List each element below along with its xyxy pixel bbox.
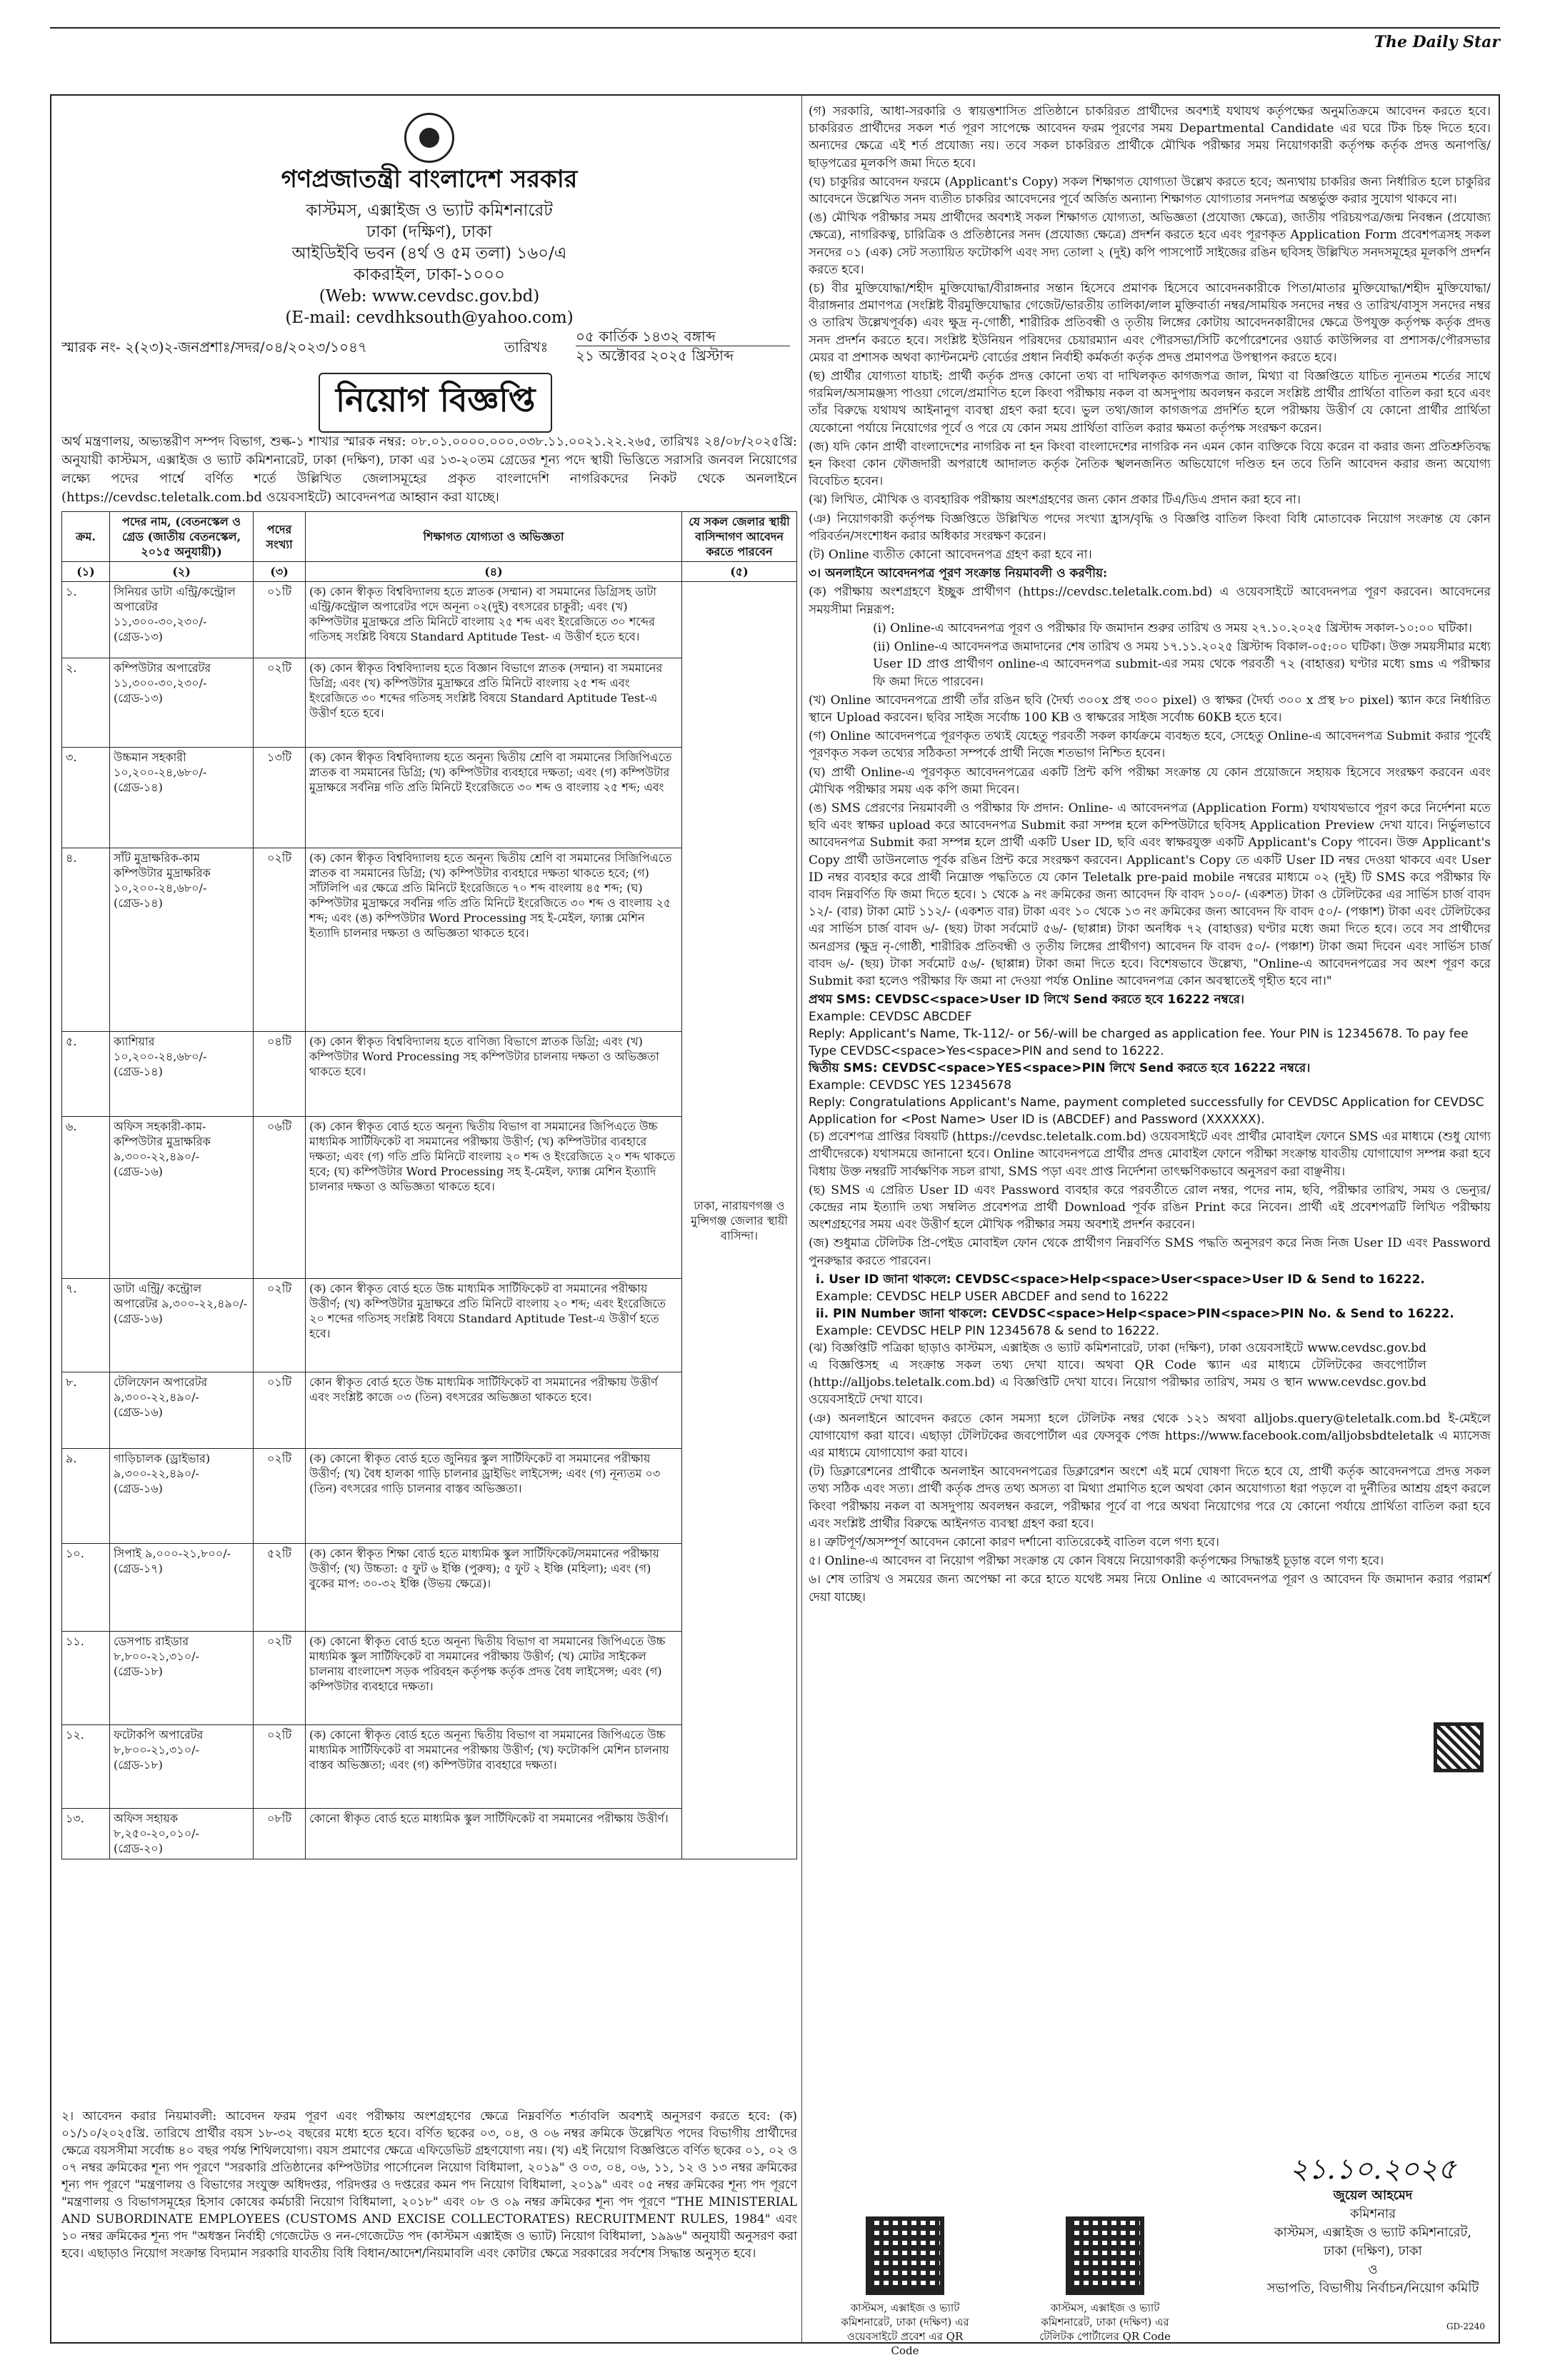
colnum: (৫) [682,562,797,582]
application-rules-note: ২। আবেদন করার নিয়মাবলী: আবেদন ফরম পূরণ এবং পরীক্ষায় অংশগ্রহণের ক্ষেত্রে নিম্নবর্ণিত শর্তাবলি অবশ্যই অনুসরণ করতে হবে: (ক) ০১/১০/২০২৫খ্রি. তারিখে প্রার্থীর বয়স ১৮-৩২ বছরের মধ্যে হতে হবে। বর্ণিত ছকের ০৩, ০৪, ও ০৬ নম্বর ক্রমিকে উল্লেখিত পদের বিভাগীয় প্রার্থীদের ক্ষেত্রে বয়সসীমা সর্বোচ্চ ৪০ বছর পর্যন্ত শিথিলযোগ্য। বয়স প্রমাণের ক্ষেত্রে এফিডেভিট গ্রহণযোগ্য নয়। (খ) এই নিয়োগ বিজ্ঞপ্তিতে বর্ণিত ছকের ০১, ০২ ও ০৭ নম্বর ক্রমিকের শূন্য পদ পূরণে "সরকারি প্রতিষ্ঠানের কম্পিউটার পার্সোনেল নিয়োগ বিধিমালা, ২০১৯" ও ০৩, ০৪, ০৬, ১১, ১২ ও ১৩ নম্বর ক্রমিকের শূন্য পদ পূরণে "মন্ত্রণালয় ও বিভাগের সংযুক্ত অধিদপ্তর, পরিদপ্তর ও দপ্তরের কমন পদ নিয়োগ বিধিমালা, ২০১৯" এবং ০৫ নম্বর ক্রমিকের শূন্য পদ পূরণে "মন্ত্রণালয় ও বিভাগসমূহের হিসাব কোষের কর্মচারী নিয়োগ বিধিমালা, ২০১৮" এবং ০৮ ও ০৯ নম্বর ক্রমিকের শূন্য পদ পূরণে "THE MINISTERIAL AND SUBORDINATE EMPLOYEES (CUSTOMS AND EXCISE COLLECTORATES) RECRUITMENT RULES, 1984" এবং ১০ নম্বর ক্রমিকের শূন্য পদ "অধস্তন নির্বাহী গেজেটেড ও নন-গেজেটেড পদ (কাস্টমস এক্সাইজ ও ভ্যাট) নিয়োগ বিধিমালা, ১৯৯৬" অনুযায়ী অনুসরণ করা হবে। এছাড়াও নিয়োগ সংক্রান্ত বিদ্যমান সরকারি যাবতীয় বিধি বিধান/আদেশ/নিয়মাবলি এবং কোটার ক্ষেত্রে সরকারের সর্বশেষ সিদ্ধান্ত অনুসৃত হবে। [61,2109,797,2261]
col-eligible: যে সকল জেলার স্থায়ী বাসিন্দাগণ আবেদন করতে পারবেন [682,512,797,562]
signatory-name: জুয়েল আহমেদ [1333,2188,1413,2203]
cell-post: সিপাই ৯,০০০-২১,৮০০/- (গ্রেড-১৭) [110,1544,254,1632]
signatory-role: সভাপতি, বিভাগীয় নির্বাচন/নিয়োগ কমিটি [1266,2281,1479,2296]
newspaper-brand: The Daily Star [1374,33,1500,51]
cell-count: ০২টি [254,1725,306,1809]
col-count: পদের সংখ্যা [254,512,306,562]
help-user-id-example: Example: CEVDSC HELP USER ABCDEF and send to 16222 [816,1289,1169,1304]
cell-count: ০২টি [254,848,306,1032]
rule-paragraph: (ঙ) SMS প্রেরণের নিয়মাবলী ও পরীক্ষার ফি প্রদান: Online- এ আবেদনপত্র (Application Form) যথাযথভাবে পূরণ করে নির্দেশনা মতে ছবি এবং স্বাক্ষর upload করে আবেদনপত্র Submit করা সম্পন্ন হলে কম্পিউটারে ছবিসহ Application Preview দেখা যাবে। নির্ভুলভাবে আবেদনপত্র Submit করা সম্পন্ন হলে প্রার্থী একটি User ID, ছবি এবং স্বাক্ষরযুক্ত একটি Applicant's Copy পাবেন। উক্ত Applicant's Copy প্রার্থী ডাউনলোড পূর্বক রঙিন প্রিন্ট করে সংরক্ষণ করবেন। Applicant's Copy তে একটি User ID নম্বর দেওয়া থাকবে এবং User ID নম্বর ব্যবহার করে প্রার্থী নিম্নোক্ত পদ্ধতিতে যে কোন Teletalk pre-paid mobile নম্বরের মাধ্যমে ০২ (দুই) টি SMS করে পরীক্ষার ফি বাবদ নিম্নবর্ণিত ফি জমা দিতে হবে। ১ থেকে ৯ নং ক্রমিকের জন্য আবেদন ফি বাবদ ১০০/- (একশত) টাকা ও টেলিটকের এর সার্ভিস চার্জ বাবদ ১২/- (বার) টাকা মোট ১১২/- (একশত বার) টাকা এবং ১০ থেকে ১৩ নং ক্রমিকের জন্য আবেদন ফি বাবদ ৫০/- (পঞ্চাশ) টাকা এবং টেলিটকের এর সার্ভিস চার্জ বাবদ ৬/- (ছয়) টাকা সর্বমোট ৫৬/- (ছাপ্পান্ন) টাকা অনধিক ৭২ (বাহাত্তর) ঘণ্টার মধ্যে জমা দিতে হবে। তবে সব প্রার্থীদের অনগ্রসর (ক্ষুদ্র নৃ-গোষ্ঠী, শারীরিক প্রতিবন্ধী ও তৃতীয় লিঙ্গের প্রার্থীগণ) আবেদন ফি বাবদ ৫০/- (পঞ্চাশ) টাকা জমা দিবেন এবং সার্ভিস চার্জ বাবদ ৬/- (ছয়) টাকা সর্বমোট ৫৬/- (ছাপ্পান্ন) টাকা জমা দিতে হবে। বিশেষভাবে উল্লেখ্য, "Online-এ আবেদনপত্রের সব অংশ পূরণ করে Submit করা হলেও পরীক্ষার ফি জমা না দেওয়া পর্যন্ত Online আবেদনপত্র কোন অবস্থাতেই গৃহীত হবে না।" [809,800,1491,988]
cell-qualification: (ক) কোন স্বীকৃত শিক্ষা বোর্ড হতে মাধ্যমিক স্কুল সার্টিফিকেট/সমমানের পরীক্ষায় উত্তীর্ণ; (খ) উচ্চতা: ৫ ফুট ৬ ইঞ্চি (পুরুষ); ৫ ফুট ২ ইঞ্চি (মহিলা); এবং (গ) বুকের মাপ: ৩০-৩২ ইঞ্চি (উভয় ক্ষেত্রে)। [306,1544,682,1632]
schedule-end: (ii) Online-এ আবেদনপত্র জমাদানের শেষ তারিখ ও সময় ১৭.১১.২০২৫ খ্রিস্টাব্দ বিকাল-০৫:০০ ঘটিকা। উক্ত সময়সীমার মধ্যে User ID প্রাপ্ত প্রার্থীগণ online-এ আবেদনপত্র submit-এর সময় থেকে পরবর্তী ৭২ (বাহাত্তর) ঘণ্টার মধ্যে sms এ পরীক্ষার ফি জমা দিতে পারবেন। [873,640,1491,689]
rule-paragraph: (জ) যদি কোন প্রার্থী বাংলাদেশের নাগরিক না হন কিংবা বাংলাদেশের নাগরিক নন এমন কোন ব্যক্তিকে বিয়ে করেন বা করার জন্য প্রতিশ্রুতিবদ্ধ হন কিংবা কোন ফৌজদারী অপরাধে আদালত কর্তৃক নৈতিক স্খলনজনিত অভিযোগে দণ্ডিত হন তবে তিনি আবেদন করার জন্য অযোগ্য বিবেচিত হবেন। [809,439,1491,489]
office-name: কাস্টমস, এক্সাইজ ও ভ্যাট কমিশনারেট [306,201,553,220]
help-user-id: i. User ID জানা থাকলে: CEVDSC<space>Help<space>User<space>User ID & Send to 16222. [816,1272,1425,1287]
intro-paragraph: অর্থ মন্ত্রণালয়, অভ্যন্তরীণ সম্পদ বিভাগ, শুল্ক-১ শাখার স্মারক নম্বর: ০৮.০১.০০০০.০০০.০৩৮.১১.০০২১.২২.২৬৫, তারিখঃ ২৪/০৮/২০২৫খ্রি: অনুযায়ী কাস্টমস, এক্সাইজ ও ভ্যাট কমিশনারেট, ঢাকা (দক্ষিণ), ঢাকা এর ১৩-২০তম গ্রেডের শূন্য পদে স্থায়ী ভিত্তিতে সরাসরি জনবল নিয়োগের লক্ষ্যে পদের পার্শ্বে বর্ণিত শর্তে উল্লিখিত জেলাসমূহের প্রকৃত বাংলাদেশি নাগরিকদের নিকট থেকে অনলাইনে (https://cevdsc.teletalk.com.bd ওয়েবসাইটে) আবেদনপত্র আহ্বান করা যাচ্ছে। [61,434,797,505]
rule-paragraph: ৬। শেষ তারিখ ও সময়ের জন্য অপেক্ষা না করে হাতে যথেষ্ট সময় নিয়ে Online এ আবেদনপত্র পূরণ ও আবেদন ফি জমাদান করার পরামর্শ দেয়া যাচ্ছে। [809,1572,1491,1605]
cell-qualification: কোন স্বীকৃত বোর্ড হতে উচ্চ মাধ্যমিক সার্টিফিকেট বা সমমানের পরীক্ষায় উত্তীর্ণ এবং সংশ্লিষ্ট কাজে ০৩ (তিন) বৎসরের অভিজ্ঞতা থাকতে হবে। [306,1372,682,1449]
office-city: ঢাকা (দক্ষিণ), ঢাকা [366,223,492,241]
signature-mark: ২১.১০.২০২৫ [1289,2153,1456,2186]
right-column [809,103,1491,2357]
left-column [61,103,797,2334]
cell-serial: ১০. [62,1544,110,1632]
signature-block [1266,2152,1480,2298]
cell-serial: ১৩. [62,1809,110,1859]
cell-serial: ২. [62,658,110,748]
office-area: কাকরাইল, ঢাকা-১০০০ [354,266,505,284]
schedule-start: (i) Online-এ আবেদনপত্র পূরণ ও পরীক্ষার ফি জমাদান শুরুর তারিখ ও সময় ২৭.১০.২০২৫ খ্রিস্টাব্দ সকাল-১০:০০ ঘটিকা। [873,621,1472,636]
cell-count: ০১টি [254,1372,306,1449]
sms2-example: Example: CEVDSC YES 12345678 [809,1078,1012,1093]
rule-paragraph: ৪। ত্রুটিপূর্ণ/অসম্পূর্ণ আবেদন কোনো কারণ দর্শানো ব্যতিরেকেই বাতিল বলে গণ্য হবে। [809,1535,1219,1550]
cell-post: অফিস সহায়ক ৮,২৫০-২০,০১০/- (গ্রেড-২০) [110,1809,254,1859]
rule-paragraph: (ছ) প্রার্থীর যোগ্যতা যাচাই: প্রার্থী কর্তৃক প্রদত্ত কোনো তথ্য বা দাখিলকৃত কাগজপত্র জাল, মিথ্যা বা বিজ্ঞপ্তিতে যাচিত ন্যূনতম শর্তের সাথে গরমিল/অসামঞ্জস্য পাওয়া গেলে/প্রমাণিত হলে কিংবা পরীক্ষায় নকল বা অসদুপায় অবলম্বন করলে সংশ্লিষ্ট প্রার্থীর প্রার্থিতা বাতিল করা হবে এবং তাঁর বিরুদ্ধে যথাযথ আইনানুগ ব্যবস্থা গ্রহণ করা হবে। ভুল তথ্য/জাল কাগজপত্র প্রদর্শিত হলে পরীক্ষায় উত্তীর্ণ যে কোনো প্রার্থীর প্রার্থিতা যেকোনো পর্যায়ে নিয়োগের পূর্বে ও পরে যে কোন সময় প্রার্থিতা বাতিল করার ক্ষমতা কর্তৃপক্ষ সংরক্ষণ করেন। [809,369,1491,436]
cell-post: অফিস সহকারী-কাম-কম্পিউটার মুদ্রাক্ষরিক ৯,৩০০-২২,৪৯০/- (গ্রেড-১৬) [110,1117,254,1279]
rule-paragraph: (ঝ) লিখিত, মৌখিক ও ব্যবহারিক পরীক্ষায় অংশগ্রহণের জন্য কোন প্রকার টিএ/ডিএ প্রদান করা হবে না। [809,493,1301,508]
cell-serial: ৩. [62,748,110,848]
cell-qualification: (ক) কোন স্বীকৃত বিশ্ববিদ্যালয় হতে স্নাতক (সম্মান) বা সমমানের ডিগ্রিসহ ডাটা এন্ট্রি/কন্ট্রোল অপারেটর পদে অনূন্য ০২(দুই) বৎসরের চাকুরী; এবং (খ) কম্পিউটার মুদ্রাক্ষরে প্রতি মিনিটে বাংলায় ২৫ শব্দ এবং ইংরেজিতে ৩০ শব্দের গতিসহ সংশ্লিষ্ট বিষয়ে Standard Aptitude Test- এ উত্তীর্ণ হতে হবে। [306,582,682,658]
column-divider [801,96,802,2342]
cell-count: ০২টি [254,1449,306,1544]
cell-post: ফটোকপি অপারেটর ৮,৮০০-২১,৩১০/- (গ্রেড-১৮) [110,1725,254,1809]
cell-qualification: (ক) কোন স্বীকৃত বিশ্ববিদ্যালয় হতে বাণিজ্য বিভাগে স্নাতক ডিগ্রি; এবং (খ) কম্পিউটার Word Processing সহ কম্পিউটার চালনায় দক্ষতা ও অভিজ্ঞতা থাকতে হবে। [306,1032,682,1117]
cell-post: টেলিফোন অপারেটর ৯,৩০০-২২,৪৯০/- (গ্রেড-১৬) [110,1372,254,1449]
rule-paragraph: (ঙ) মৌখিক পরীক্ষার সময় প্রার্থীদের অবশ্যই সকল শিক্ষাগত যোগ্যতা, অভিজ্ঞতা (প্রযোজ্য ক্ষেত্রে), জাতীয় পরিচয়পত্র/জন্ম নিবন্ধন (প্রযোজ্য ক্ষেত্রে), নাগরিকত্ব, চারিত্রিক ও প্রতিষ্ঠানের সনদ (প্রযোজ্য ক্ষেত্রে) প্রদর্শন করতে হবে এবং পূরণকৃত Application Form প্রবেশপত্রসহ সকল সনদের ০১ (এক) সেট সত্যায়িত ফটোকপি এবং সদ্য তোলা ২ (দুই) কপি পাসপোর্ট সাইজের রঙিন ছবিসহ উল্লিখিত সনদসমূহের মূলকপি প্রদর্শন করতে হবে। [809,211,1491,277]
teletalk-qr-code-icon [1434,1722,1484,1772]
cell-count: ৫২টি [254,1544,306,1632]
sms2-label: দ্বিতীয় SMS: CEVDSC<space>YES<space>PIN লিখে Send করতে হবে 16222 নম্বরে। [809,1061,1311,1076]
table-header-row [62,512,797,562]
cell-qualification: (ক) কোন স্বীকৃত বিশ্ববিদ্যালয় হতে অনূন্য দ্বিতীয় শ্রেণি বা সমমানের সিজিপিএতে স্নাতক বা সমমানের ডিগ্রি; (খ) কম্পিউটার ব্যবহারে দক্ষতা থাকতে হবে; (গ) সাঁটলিপি এর ক্ষেত্রে প্রতি মিনিটে ইংরেজিতে ৭০ শব্দ বাংলায় ৪৫ শব্দ; (ঘ) কম্পিউটার মুদ্রাক্ষরে সর্বনিম্ন গতি প্রতি মিনিটে ইংরেজিতে ৩০ শব্দ ও বাংলায় ২৫ শব্দ; এবং (ঙ) কম্পিউটার Word Processing সহ ই-মেইল, ফ্যাক্স মেশিন ইত্যাদি চালনার দক্ষতা ও অভিজ্ঞতা থাকতে হবে। [306,848,682,1032]
cell-count: ১৩টি [254,748,306,848]
colnum: (২) [110,562,254,582]
notice-title: নিয়োগ বিজ্ঞপ্তি [319,373,552,433]
government-seal-icon [404,113,454,163]
cell-serial: ৬. [62,1117,110,1279]
cell-serial: ৭. [62,1279,110,1372]
date-bengali: ০৫ কার্তিক ১৪৩২ বঙ্গাব্দ [576,327,790,346]
rule-paragraph: (ছ) SMS এ প্রেরিত User ID এবং Password ব্যবহার করে পরবর্তীতে রোল নম্বর, পদের নাম, ছবি, পরীক্ষার তারিখ, সময় ও ভেন্যুর/কেন্দ্রের নাম ইত্যাদি তথ্য সম্বলিত প্রবেশপত্র প্রার্থী Download পূর্বক রঙিন Print করে নিবেন। প্রার্থী এই প্রবেশপত্রটি লিখিত পরীক্ষায় অংশগ্রহণের সময় এবং উত্তীর্ণ হলে মৌখিক পরীক্ষার সময় অবশ্যই প্রদর্শন করবেন। [809,1183,1491,1232]
rule-paragraph: (চ) প্রবেশপত্র প্রাপ্তির বিষয়টি (https://cevdsc.teletalk.com.bd) ওয়েবসাইটে এবং প্রার্থীর মোবাইল ফোনে SMS এর মাধ্যমে (শুধু যোগ্য প্রার্থীদেরকে) যথাসময়ে জানানো হবে। Online আবেদনপত্রে প্রার্থীর প্রদত্ত মোবাইল ফোনে পরীক্ষা সংক্রান্ত যাবতীয় যোগাযোগ সম্পন্ন করা হবে বিধায় উক্ত নম্বরটি সার্বক্ষণিক সচল রাখা, SMS পড়া এবং প্রাপ্ত নির্দেশনা তাৎক্ষণিকভাবে অনুসরণ করা বাঞ্ছনীয়। [809,1130,1491,1179]
cell-count: ০২টি [254,1632,306,1725]
rule-paragraph: (ঘ) চাকুরির আবেদন ফরমে (Applicant's Copy) সকল শিক্ষাগত যোগ্যতা উল্লেখ করতে হবে; অন্যথায় চাকরির জন্য নির্ধারিত হলে চাকুরির আবেদনে উল্লেখিত সনদ ব্যতীত চাকরির আবেদনের পূর্বে অর্জিত অন্যান্য শিক্ষাগত যোগ্যতার সনদপত্র অন্তর্ভুক্ত করার সুযোগ থাকবে না। [809,174,1491,207]
cell-count: ০৮টি [254,1809,306,1859]
col-serial: ক্রম. [62,512,110,562]
signatory-office: কাস্টমস, এক্সাইজ ও ভ্যাট কমিশনারেট, [1274,2225,1472,2240]
rule-paragraph: (চ) বীর মুক্তিযোদ্ধা/শহীদ মুক্তিযোদ্ধা/বীরাঙ্গনার সন্তান হিসেবে প্রমাণক হিসেবে আবেদনকারীকে পিতা/মাতার মুক্তিযোদ্ধা/শহীদ মুক্তিযোদ্ধা/বীরাঙ্গনার প্রমাণপত্র (সংশ্লিষ্ট বীরমুক্তিযোদ্ধার গেজেট/ভারতীয় তালিকা/লাল মুক্তিবার্তা নম্বর/সাময়িক সনদের নম্বর ও তারিখ/বাসুস সনদের নম্বর ও তারিখ উল্লেখপূর্বক) এবং ক্ষুদ্র নৃ-গোষ্ঠী, শারীরিক প্রতিবন্ধী ও তৃতীয় লিঙ্গের কোটায় আবেদনকারীদের ক্ষেত্রে উপযুক্ত কর্তৃপক্ষ কর্তৃক প্রদত্ত সনদ প্রদর্শন করতে হবে। সংশ্লিষ্ট ইউনিয়ন পরিষদের চেয়ারম্যান এবং পৌরসভা/সিটি কর্পোরেশনের ওয়ার্ড কাউন্সিলর বা প্রশাসক/পৌরসভার মেয়র বা প্রশাসক অথবা ক্যান্টনমেন্ট বোর্ডের প্রধান নির্বাহী কর্মকর্তা কর্তৃক প্রদত্ত প্রমাণপত্র উপস্থাপন করতে হবে। [809,281,1491,365]
portal-qr-code-icon [1066,2216,1144,2295]
cell-serial: ১১. [62,1632,110,1725]
cell-qualification: (ক) কোনো স্বীকৃত বোর্ড হতে জুনিয়র স্কুল সার্টিফিকেট বা সমমানের পরীক্ষায় উত্তীর্ণ; (খ) বৈধ হালকা গাড়ি চালনার ড্রাইভিং লাইসেন্স; এবং (গ) নূন্যতম ০৩ (তিন) বৎসরের গাড়ি চালনার বাস্তব অভিজ্ঞতা। [306,1449,682,1544]
cell-post: সিনিয়র ডাটা এন্ট্রি/কন্ট্রোল অপারেটর ১১,৩০০-৩০,২৩০/- (গ্রেড-১৩) [110,582,254,658]
cell-serial: ৮. [62,1372,110,1449]
cell-serial: ৪. [62,848,110,1032]
rule-paragraph: (ঞ) নিয়োগকারী কর্তৃপক্ষ বিজ্ঞপ্তিতে উল্লিখিত পদের সংখ্যা হ্রাস/বৃদ্ধি ও বিজ্ঞপ্তি বাতিল কিংবা বিধি মোতাবেক নিয়োগ সংক্রান্ত যে কোন পরিবর্তন/সংশোধন করার অধিকার সংরক্ষণ করেন। [809,511,1491,543]
sms1-label: প্রথম SMS: CEVDSC<space>User ID লিখে Send করতে হবে 16222 নম্বরে। [809,993,1245,1008]
rule-paragraph: (ক) পরীক্ষায় অংশগ্রহণে ইচ্ছুক প্রার্থীগণ (https://cevdsc.teletalk.com.bd) এ ওয়েবসাইটে আবেদনপত্র পূরণ করবেন। আবেদনের সময়সীমা নিম্নরূপ: [809,585,1491,617]
signatory-title: কমিশনার [1349,2206,1396,2221]
rule-paragraph: (ট) ডিক্লারেশনের প্রার্থীকে অনলাইন আবেদনপত্রের ডিক্লারেশন অংশে এই মর্মে ঘোষণা দিতে হবে যে, প্রার্থী কর্তৃক আবেদনপত্রে প্রদত্ত সকল তথ্য সঠিক এবং সত্য। প্রার্থী কর্তৃক প্রদত্ত তথ্য অসত্য বা মিথ্যা প্রমাণিত হলে অথবা কোন অযোগ্যতা ধরা পড়লে বা দুর্নীতির আশ্রয় গ্রহণ করলে কিংবা পরীক্ষায় নকল বা অসদুপায় অবলম্বন করলে, পরীক্ষার পূর্বে বা পরে অথবা নিয়োগের পরে যে কোনো পর্যায়ে প্রার্থিতা বাতিল করা হবে এবং সংশ্লিষ্ট প্রার্থীর বিরুদ্ধে আইনগত ব্যবস্থা গ্রহণ করা হবে। [809,1465,1491,1531]
newspaper-masthead [50,27,1500,53]
cell-qualification: (ক) কোন স্বীকৃত বিশ্ববিদ্যালয় হতে অনূন্য দ্বিতীয় শ্রেণি বা সমমানের সিজিপিএতে স্নাতক বা সমমানের ডিগ্রি; (খ) কম্পিউটার ব্যবহারে দক্ষতা; এবং (গ) কম্পিউটার মুদ্রাক্ষরে সর্বনিম্ন গতি প্রতি মিনিটে ইংরেজিতে ৩০ শব্দ ও বাংলায় ২৫ শব্দ; এবং [306,748,682,848]
website-qr-code-icon [866,2216,944,2295]
cell-qualification: (ক) কোনো স্বীকৃত বোর্ড হতে অনূন্য দ্বিতীয় বিভাগ বা সমমানের জিপিএতে উচ্চ মাধ্যমিক স্কুল সার্টিফিকেট বা সমমানের পরীক্ষায় উত্তীর্ণ; (খ) মোটর সাইকেল চালনায় বাংলাদেশ সড়ক পরিবহন কর্তৃপক্ষ কর্তৃক প্রদত্ত বৈধ লাইসেন্স; এবং (গ) কম্পিউটার ব্যবহারে দক্ষতা। [306,1632,682,1725]
rule-paragraph: (খ) Online আবেদনপত্রে প্রার্থী তাঁর রঙিন ছবি (দৈর্ঘ্য ৩০০x প্রস্থ ৩০০ pixel) ও স্বাক্ষর (দৈর্ঘ্য ৩০০ x প্রস্থ ৮০ pixel) স্ক্যান করে নির্ধারিত স্থানে Upload করবেন। ছবির সাইজ সর্বোচ্চ 100 KB ও স্বাক্ষরের সাইজ সর্বোচ্চ 60KB হতে হবে। [809,693,1491,725]
cell-count: ০৬টি [254,1117,306,1279]
cell-serial: ১২. [62,1725,110,1809]
govt-name: গণপ্রজাতন্ত্রী বাংলাদেশ সরকার [281,165,578,194]
memo-number: স্মারক নং- ২(২৩)২-জনপ্রশাঃ/সদর/০৪/২০২৩/১০৪৭ [61,338,368,356]
col-qualification: শিক্ষাগত যোগ্যতা ও অভিজ্ঞতা [306,512,682,562]
rule-paragraph: ৫। Online-এ আবেদন বা নিয়োগ পরীক্ষা সংক্রান্ত যে কোন বিষয়ে নিয়োগকারী কর্তৃপক্ষের সিদ্ধান্তই চূড়ান্ত বলে গণ্য হবে। [809,1554,1384,1569]
help-pin: ii. PIN Number জানা থাকলে: CEVDSC<space>Help<space>PIN<space>PIN No. & Send to 16222. [816,1306,1454,1321]
gd-code: GD-2240 [1446,2321,1485,2331]
website-qr-block [837,2216,973,2358]
website-qr-caption: কাস্টমস, এক্সাইজ ও ভ্যাট কমিশনারেট, ঢাকা (দক্ষিণ) এর ওয়েবসাইটে প্রবেশ এর QR Code [841,2301,969,2357]
cell-qualification: কোনো স্বীকৃত বোর্ড হতে মাধ্যমিক স্কুল সার্টিফিকেট বা সমমানের পরীক্ষায় উত্তীর্ণ। [306,1809,682,1859]
portal-qr-block [1037,2216,1173,2344]
col-post: পদের নাম, (বেতনস্কেল ও গ্রেড (জাতীয় বেতনস্কেল, ২০১৫ অনুযায়ী)) [110,512,254,562]
colnum: (১) [62,562,110,582]
cell-count: ০৪টি [254,1032,306,1117]
office-email: (E-mail: cevdhksouth@yahoo.com) [285,308,574,327]
vacancy-table [61,511,797,1859]
rule-paragraph: (জ) শুধুমাত্র টেলিটক প্রি-পেইড মোবাইল ফোন থেকে প্রার্থীগণ নিম্নবর্ণিত SMS পদ্ধতি অনুসরণ করে নিজ নিজ User ID এবং Password পুনরুদ্ধার করতে পারবেন। [809,1236,1491,1268]
rule-paragraph: (ঞ) অনলাইনে আবেদন করতে কোন সমস্যা হলে টেলিটক নম্বর থেকে ১২১ অথবা alljobs.query@teletalk.com.bd ই-মেইলে যোগাযোগ করা যাবে। এছাড়া টেলিটকের জবপোর্টাল এর ফেসবুক পেজ https://www.facebook.com/alljobsbdteletalk এ ম্যাসেজ এর মাধ্যমে যোগাযোগ করা যাবে। [809,1411,1491,1460]
office-web: (Web: www.cevdsc.gov.bd) [319,287,540,306]
advertisement-frame [50,94,1500,2357]
colnum: (৪) [306,562,682,582]
cell-post: উচ্চমান সহকারী ১০,২০০-২৪,৬৮০/- (গ্রেড-১৪) [110,748,254,848]
signatory-and: ও [1368,2262,1378,2277]
rule-paragraph: (ঘ) প্রার্থী Online-এ পূরণকৃত আবেদনপত্রের একটি প্রিন্ট কপি পরীক্ষা সংক্রান্ত যে কোন প্রয়োজনে সহায়ক হিসেবে সংরক্ষণ করবেন এবং মৌখিক পরীক্ষার সময় এক কপি জমা দিবেন। [809,765,1491,797]
cell-serial: ১. [62,582,110,658]
cell-qualification: (ক) কোন স্বীকৃত বোর্ড হতে উচ্চ মাধ্যমিক সার্টিফিকেট বা সমমানের পরীক্ষায় উত্তীর্ণ; (খ) কম্পিউটার মুদ্রাক্ষরে প্রতি মিনিটে বাংলায় ২০ শব্দ; এবং ইংরেজিতে ২০ শব্দের গতিসহ সংশ্লিষ্ট বিষয়ে Standard Aptitude Test-এ উত্তীর্ণ হতে হবে। [306,1279,682,1372]
office-building: আইডিইবি ভবন (৪র্থ ও ৫ম তলা) ১৬০/এ [291,244,567,263]
rule-paragraph: (গ) Online আবেদনপত্রে পূরণকৃত তথ্যই যেহেতু পরবর্তী সকল কার্যক্রমে ব্যবহৃত হবে, সেহেতু Online-এ আবেদনপত্র Submit করার পূর্বেই পূরণকৃত সকল তথ্যের সঠিকতা সম্পর্কে প্রার্থী নিজে শতভাগ নিশ্চিত হবেন। [809,729,1491,761]
cell-qualification: (ক) কোন স্বীকৃত বিশ্ববিদ্যালয় হতে বিজ্ঞান বিভাগে স্নাতক (সম্মান) বা সমমানের ডিগ্রি; এবং (খ) কম্পিউটার মুদ্রাক্ষরে প্রতি মিনিটে বাংলায় ২৫ শব্দ এবং ইংরেজিতে ৩০ শব্দের গতিসহ সংশ্লিষ্ট বিষয়ে Standard Aptitude Test-এ উত্তীর্ণ হতে হবে। [306,658,682,748]
cell-count: ০২টি [254,1279,306,1372]
date-english: ২১ অক্টোবর ২০২৫ খ্রিস্টাব্দ [576,347,734,364]
sms1-reply: Reply: Applicant's Name, Tk-112/- or 56/-will be charged as application fee. Your PIN is 12345678. To pay fee Type CEVDSC<space>Yes<space>PIN and send to 16222. [809,1027,1469,1059]
cell-eligible-districts: ঢাকা, নারায়ণগঞ্জ ও মুন্সিগঞ্জ জেলার স্থায়ী বাসিন্দা। [682,582,797,1859]
table-number-row [62,562,797,582]
cell-post: ডেসপাচ রাইডার ৮,৮০০-২১,৩১০/- (গ্রেড-১৮) [110,1632,254,1725]
cell-qualification: (ক) কোন স্বীকৃত বোর্ড হতে অনূন্য দ্বিতীয় বিভাগ বা সমমানের জিপিএতে উচ্চ মাধ্যমিক সার্টিফিকেট বা সমমানের পরীক্ষায় উত্তীর্ণ; (খ) কম্পিউটার ব্যবহারে দক্ষতা; এবং (গ) গতি প্রতি মিনিটে বাংলায় ২০ শব্দ ও ইংরেজিতে ২০ শব্দ থাকতে হবে; (ঘ) কম্পিউটার Word Processing সহ ই-মেইল, ফ্যাক্স মেশিন ইত্যাদি চালনার দক্ষতা ও অভিজ্ঞতা থাকতে হবে। [306,1117,682,1279]
cell-serial: ৫. [62,1032,110,1117]
help-pin-example: Example: CEVDSC HELP PIN 12345678 & send to 16222. [816,1323,1160,1338]
section-heading: ৩। অনলাইনে আবেদনপত্র পূরণ সংক্রান্ত নিয়মাবলী ও করণীয়: [809,566,1108,581]
sms2-reply: Reply: Congratulations Applicant's Name, payment completed successfully for CEVDSC Application for CEVDSC Application for <Post Name> User ID is (ABCDEF) and Password (XXXXXX). [809,1095,1484,1128]
sms1-example: Example: CEVDSC ABCDEF [809,1010,972,1025]
cell-post: ডাটা এন্ট্রি/ কন্ট্রোল অপারেটর ৯,৩০০-২২,৪৯০/- (গ্রেড-১৬) [110,1279,254,1372]
portal-qr-caption: কাস্টমস, এক্সাইজ ও ভ্যাট কমিশনারেট, ঢাকা (দক্ষিণ) এর টেলিটক পোর্টালের QR Code [1039,2301,1171,2343]
cell-post: গাড়িচালক (ড্রাইভার) ৯,৩০০-২২,৪৯০/- (গ্রেড-১৬) [110,1449,254,1544]
cell-count: ০১টি [254,582,306,658]
colnum: (৩) [254,562,306,582]
rule-paragraph: (গ) সরকারি, আধা-সরকারি ও স্বায়ত্তশাসিত প্রতিষ্ঠানে চাকরিরত প্রার্থীদের অবশ্যই যথাযথ কর্তৃপক্ষের অনুমতিক্রমে আবেদন করতে হবে। চাকরিরত প্রার্থীদের সকল শর্ত পূরণ সাপেক্ষে আবেদন ফরম পূরণের সময় Departmental Candidate এর ঘরে টিক চিহ্ন দিতে হবে। অন্যদের ক্ষেত্রে এই শর্ত প্রযোজ্য নয়। তবে সকল চাকরিরত প্রার্থীকে মৌখিক পরীক্ষার সময় নিয়োগকারী কর্তৃপক্ষ কর্তৃক প্রদত্ত অনাপত্তি/ছাড়পত্রের মূলকপি জমা দিতে হবে। [809,104,1491,171]
cell-post: ক্যাশিয়ার ১০,২০০-২৪,৬৮০/- (গ্রেড-১৪) [110,1032,254,1117]
table-row [62,582,797,658]
cell-post: কম্পিউটার অপারেটর ১১,৩০০-৩০,২৩০/- (গ্রেড-১৩) [110,658,254,748]
signatory-city: ঢাকা (দক্ষিণ), ঢাকা [1324,2244,1422,2259]
rule-paragraph: (ঝ) বিজ্ঞপ্তিটি পত্রিকা ছাড়াও কাস্টমস, এক্সাইজ ও ভ্যাট কমিশনারেট, ঢাকা (দক্ষিণ), ঢাকা ওয়েবসাইটে www.cevdsc.gov.bd এ বিজ্ঞপ্তিসহ এ সংক্রান্ত সকল তথ্য দেখা যাবে। অথবা QR Code স্ক্যান এর মাধ্যমে টেলিটকের জবপোর্টাল (http://alljobs.teletalk.com.bd) এ বিজ্ঞপ্তিটি দেখা যাবে। নিয়োগ পরীক্ষার তারিখ, সময় ও স্থান www.cevdsc.gov.bd ওয়েবসাইটে দেখা যাবে। [809,1340,1426,1407]
cell-count: ০২টি [254,658,306,748]
cell-qualification: (ক) কোনো স্বীকৃত বোর্ড হতে অনূন্য দ্বিতীয় বিভাগ বা সমমানের জিপিএতে উচ্চ মাধ্যমিক সার্টিফিকেট বা সমমানের পরীক্ষায় উত্তীর্ণ; (খ) ফটোকপি মেশিন চালনায় বাস্তব অভিজ্ঞতা; এবং (গ) কম্পিউটার ব্যবহারে দক্ষতা। [306,1725,682,1809]
date-label: তারিখঃ [504,338,549,356]
cell-serial: ৯. [62,1449,110,1544]
rule-paragraph: (ট) Online ব্যতীত কোনো আবেদনপত্র গ্রহণ করা হবে না। [809,548,1092,563]
cell-post: সাঁট মুদ্রাক্ষরিক-কাম কম্পিউটার মুদ্রাক্ষরিক ১০,২০০-২৪,৬৮০/- (গ্রেড-১৪) [110,848,254,1032]
